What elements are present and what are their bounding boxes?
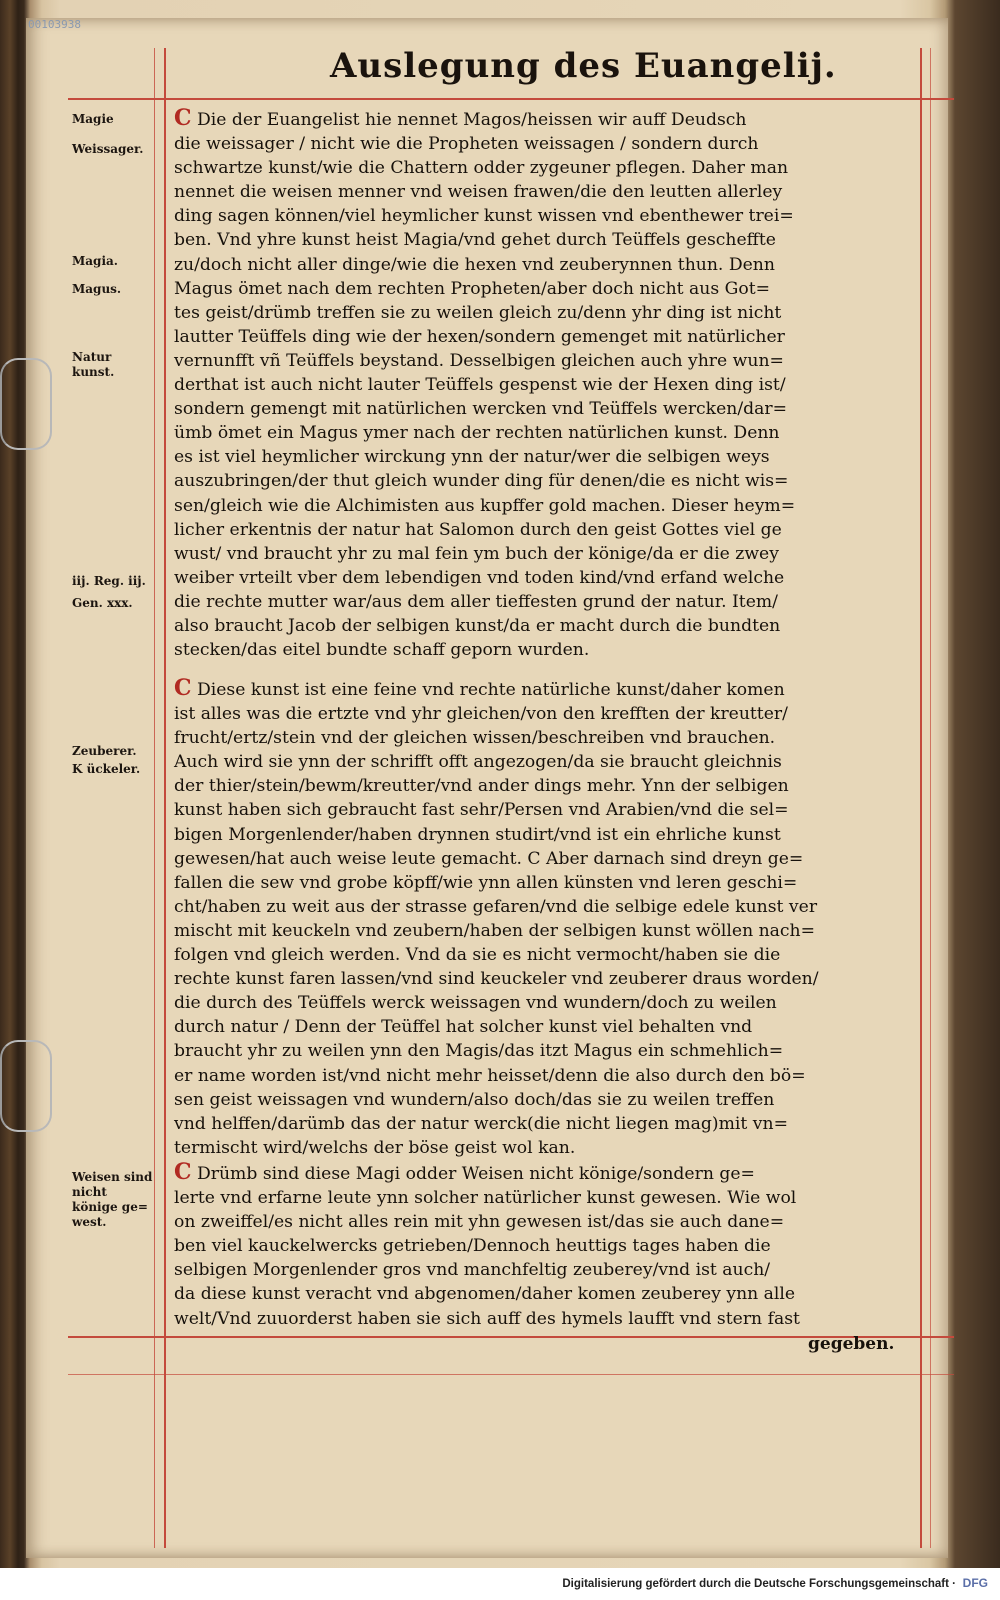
text-paragraph bbox=[174, 676, 914, 1160]
side-note: iij. Reg. iij. bbox=[72, 574, 146, 588]
page-clip-bottom bbox=[0, 1040, 52, 1132]
text-paragraph bbox=[174, 1160, 914, 1331]
rule-right-text bbox=[920, 48, 922, 1548]
text-paragraph bbox=[174, 106, 914, 662]
catchword: gegeben. bbox=[808, 1334, 895, 1354]
side-note: K ückeler. bbox=[72, 762, 141, 776]
digitization-credit: Digitalisierung gefördert durch die Deutsche Forschungsgemeinschaft · bbox=[562, 1578, 956, 1590]
paragraph-mark: C bbox=[174, 675, 192, 701]
side-note: Zeuberer. bbox=[72, 744, 137, 758]
side-note: Weisen sind nicht könige ge= west. bbox=[72, 1170, 153, 1229]
running-title: Auslegung des Euangelij. bbox=[330, 46, 837, 86]
rule-right-outer bbox=[930, 48, 931, 1548]
side-note: Weissager. bbox=[72, 142, 144, 156]
side-note: Magia. bbox=[72, 254, 118, 268]
rule-left-text bbox=[164, 48, 166, 1548]
rule-footer bbox=[68, 1374, 954, 1375]
paragraph-mark: C bbox=[174, 1159, 192, 1185]
paragraph-body: Die der Euangelist hie nennet Magos/heissen wir auff Deudsch die weissager / nicht wie die Propheten weissagen / sondern durch schwartze kunst/wie die Chattern odder zygeuner pflegen. Daher man nennet die weisen menner vnd weisen frawen/die den leutten allerley ding sagen können/viel heymlicher kunst wissen vnd ebenthewer trei= ben. Vnd yhre kunst heist Magia/vnd gehet durch Teüffels gescheffte zu/doch nicht aller dinge/wie die hexen vnd zeuberynnen thun. Denn Magus ömet nach dem rechten Propheten/aber doch nicht aus Got= tes geist/drümb treffen sie zu weilen gleich zu/denn yhr ding ist nicht lautter Teüffels ding wie der hexen/sondern gemenget mit natürlicher vernunfft vñ Teüffels beystand. Desselbigen gleichen auch yhre wun= derthat ist auch nicht lauter Teüffels gespenst wie der Hexen ding ist/ sondern gemengt mit natürlichen wercken vnd Teüffels wercken/dar= ümb ömet ein Magus ymer nach der rechten natürlichen kunst. Denn es ist viel heymlicher wirckung ynn der natur/wer die selbigen weys auszubringen/der thut gleich wunder ding für denen/die es nicht wis= sen/gleich wie die Alchimisten aus kupffer gold machen. Dieser heym= licher erkentnis der natur hat Salomon durch den geist Gottes viel ge wust/ vnd braucht yhr zu mal fein ym buch der könige/da er die zwey weiber vrteilt vber dem lebendigen vnd toden kind/vnd erfand welche die rechte mutter war/aus dem aller tieffesten grund der natur. Item/ also braucht Jacob der selbigen kunst/da er macht durch die bundten stecken/das eitel bundte schaff geporn wurden. bbox=[174, 110, 796, 661]
credit-text: Digitalisierung gefördert durch die Deutsche Forschungsgemeinschaft bbox=[562, 1578, 949, 1590]
page-clip-top bbox=[0, 358, 52, 450]
paragraph-mark: C bbox=[174, 105, 192, 131]
side-note: Gen. xxx. bbox=[72, 596, 133, 610]
paragraph-body: Drümb sind diese Magi odder Weisen nicht könige/sondern ge= lerte vnd erfarne leute ynn solcher natürlicher kunst gewesen. Wie wol on zweiffel/es nicht alles rein mit yhn gewesen ist/das sie auch dane= ben viel kauckelwercks getrieben/Dennoch heuttigs tages haben die selbigen Morgenlender gros vnd manchfeltig zeuberey/vnd ist auch/ da diese kunst veracht vnd abgenomen/daher komen zeuberey ynn alle welt/Vnd zuuorderst haben sie sich auff des hymels laufft vnd stern fast bbox=[174, 1164, 800, 1329]
side-note: Magus. bbox=[72, 282, 122, 296]
rule-top bbox=[68, 98, 954, 100]
paragraph-body: Diese kunst ist eine feine vnd rechte natürliche kunst/daher komen ist alles was die ertzte vnd yhr gleichen/von den krefften der kreutter/ frucht/ertz/stein vnd der gleichen wissen/beschreiben vnd brauchen. Auch wird sie ynn der schrifft offt angezogen/da sie braucht gleichnis der thier/stein/bewm/kreutter/vnd ander dings mehr. Ynn der selbigen kunst haben sich gebraucht fast sehr/Persen vnd Arabien/vnd die sel= bigen Morgenlender/haben drynnen studirt/vnd ist ein ehrliche kunst gewesen/hat auch weise leute gemacht. C Aber darnach sind dreyn ge= fallen die sew vnd grobe köpff/wie ynn allen künsten vnd leren geschi= cht/haben zu weit aus der strasse gefaren/vnd die selbige edele kunst ver mischt mit keuckeln vnd zeubern/haben der selbigen kunst wöllen nach= folgen vnd gleich werden. Vnd da sie es nicht vermocht/haben sie die rechte kunst faren lassen/vnd sind keuckeler vnd zeuberer draus worden/ die durch des Teüffels werck weissagen vnd wundern/doch zu weilen durch natur / Denn der Teüffel hat solcher kunst viel behalten vnd braucht yhr zu weilen ynn den Magis/das itzt Magus ein schmehlich= er name worden ist/vnd nicht mehr heisset/denn die also durch den bö= sen geist weissagen vnd wundern/also doch/das sie zu weilen treffen vnd helffen/darümb das der natur werck(die nicht liegen mag)mit vn= termischt wird/welchs der böse geist wol kan. bbox=[174, 680, 819, 1158]
dfg-logo: DFG bbox=[962, 1576, 988, 1590]
catalog-number: 00103938 bbox=[28, 18, 81, 31]
rule-left-margin bbox=[154, 48, 155, 1548]
side-note: Magie bbox=[72, 112, 114, 126]
side-note: Natur kunst. bbox=[72, 350, 115, 379]
